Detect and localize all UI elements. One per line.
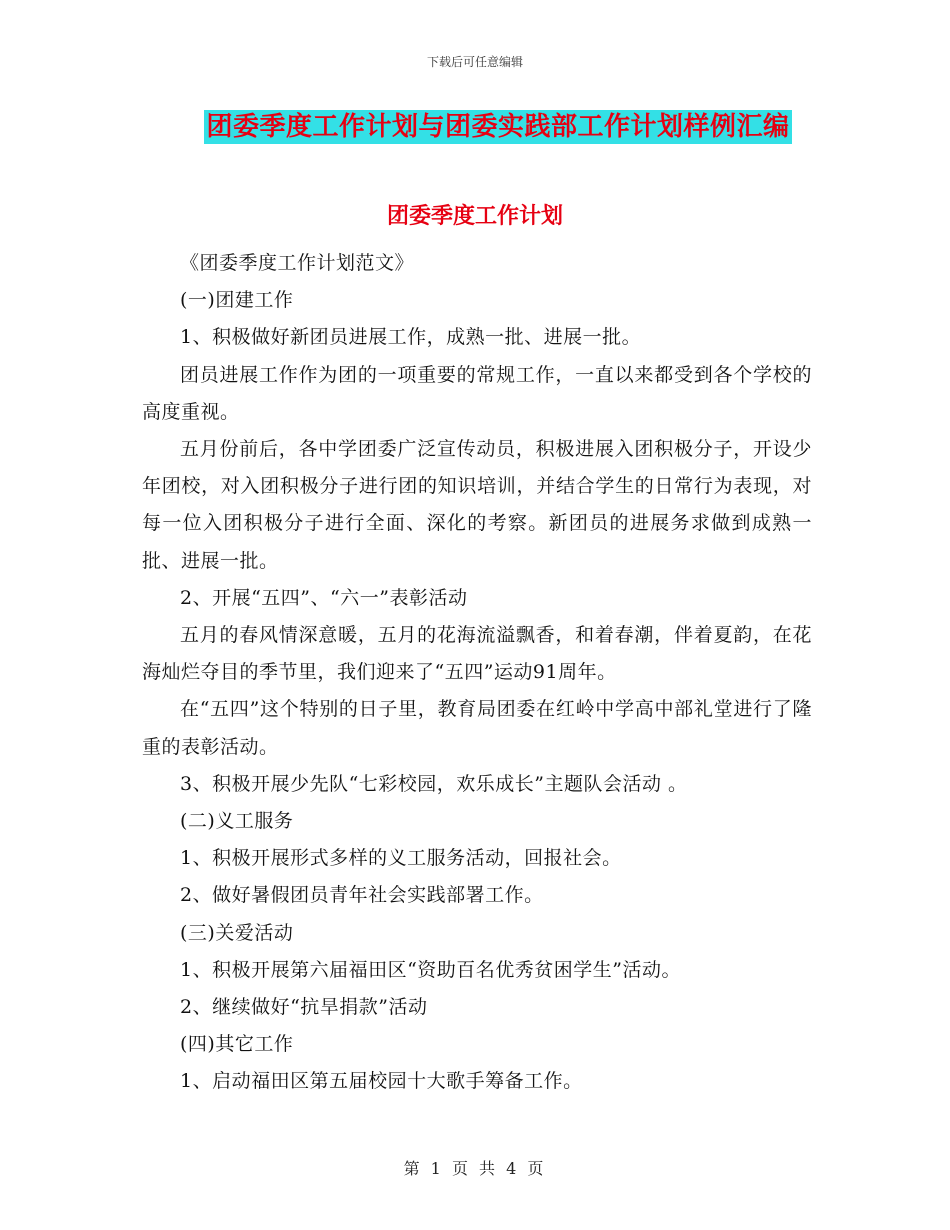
paragraph: 五月的春风情深意暖，五月的花海流溢飘香，和着春潮，伴着夏韵，在花海灿烂夺目的季节里，我们迎来了“五四”运动91周年。 (142, 624, 812, 684)
paragraph: 1、启动福田区第五届校园十大歌手筹备工作。 (180, 1070, 583, 1093)
paragraph: 1、积极开展第六届福田区“资助百名优秀贫困学生”活动。 (180, 958, 682, 981)
paragraph: (一)团建工作 (180, 289, 294, 312)
paragraph: 1、积极做好新团员进展工作，成熟一批、进展一批。 (180, 326, 642, 349)
paragraph: 在“五四”这个特别的日子里，教育局团委在红岭中学高中部礼堂进行了隆重的表彰活动。 (142, 698, 812, 758)
paragraph: (四)其它工作 (180, 1033, 294, 1056)
section-title: 团委季度工作计划 (386, 204, 563, 229)
paragraph: 2、开展“五四”、“六一”表彰活动 (180, 586, 468, 609)
page-indicator: 第 1 页 共 4 页 (403, 1159, 547, 1178)
paragraph: 1、积极开展形式多样的义工服务活动，回报社会。 (180, 847, 622, 870)
paragraph: 团员进展工作作为团的一项重要的常规工作，一直以来都受到各个学校的高度重视。 (142, 363, 812, 423)
paragraph: (二)义工服务 (180, 810, 294, 833)
paragraph: 2、做好暑假团员青年社会实践部署工作。 (180, 884, 544, 907)
paragraph: 《团委季度工作计划范文》 (180, 252, 415, 274)
header-note: 下载后可任意编辑 (426, 55, 523, 69)
paragraph: 五月份前后，各中学团委广泛宣传动员，积极进展入团积极分子，开设少年团校，对入团积极分子进行团的知识培训，并结合学生的日常行为表现，对每一位入团积极分子进行全面、深化的考察。新团员的进展务求做到成熟一批、进展一批。 (142, 438, 812, 572)
document-body (142, 245, 812, 1101)
paragraph: 3、积极开展少先队“七彩校园，欢乐成长”主题队会活动 。 (180, 772, 688, 795)
paragraph: 2、继续做好“抗旱捐款”活动 (180, 996, 428, 1019)
document-title: 团委季度工作计划与团委实践部工作计划样例汇编 (206, 112, 790, 142)
document-title-container (0, 110, 950, 144)
paragraph: (三)关爱活动 (180, 921, 294, 944)
